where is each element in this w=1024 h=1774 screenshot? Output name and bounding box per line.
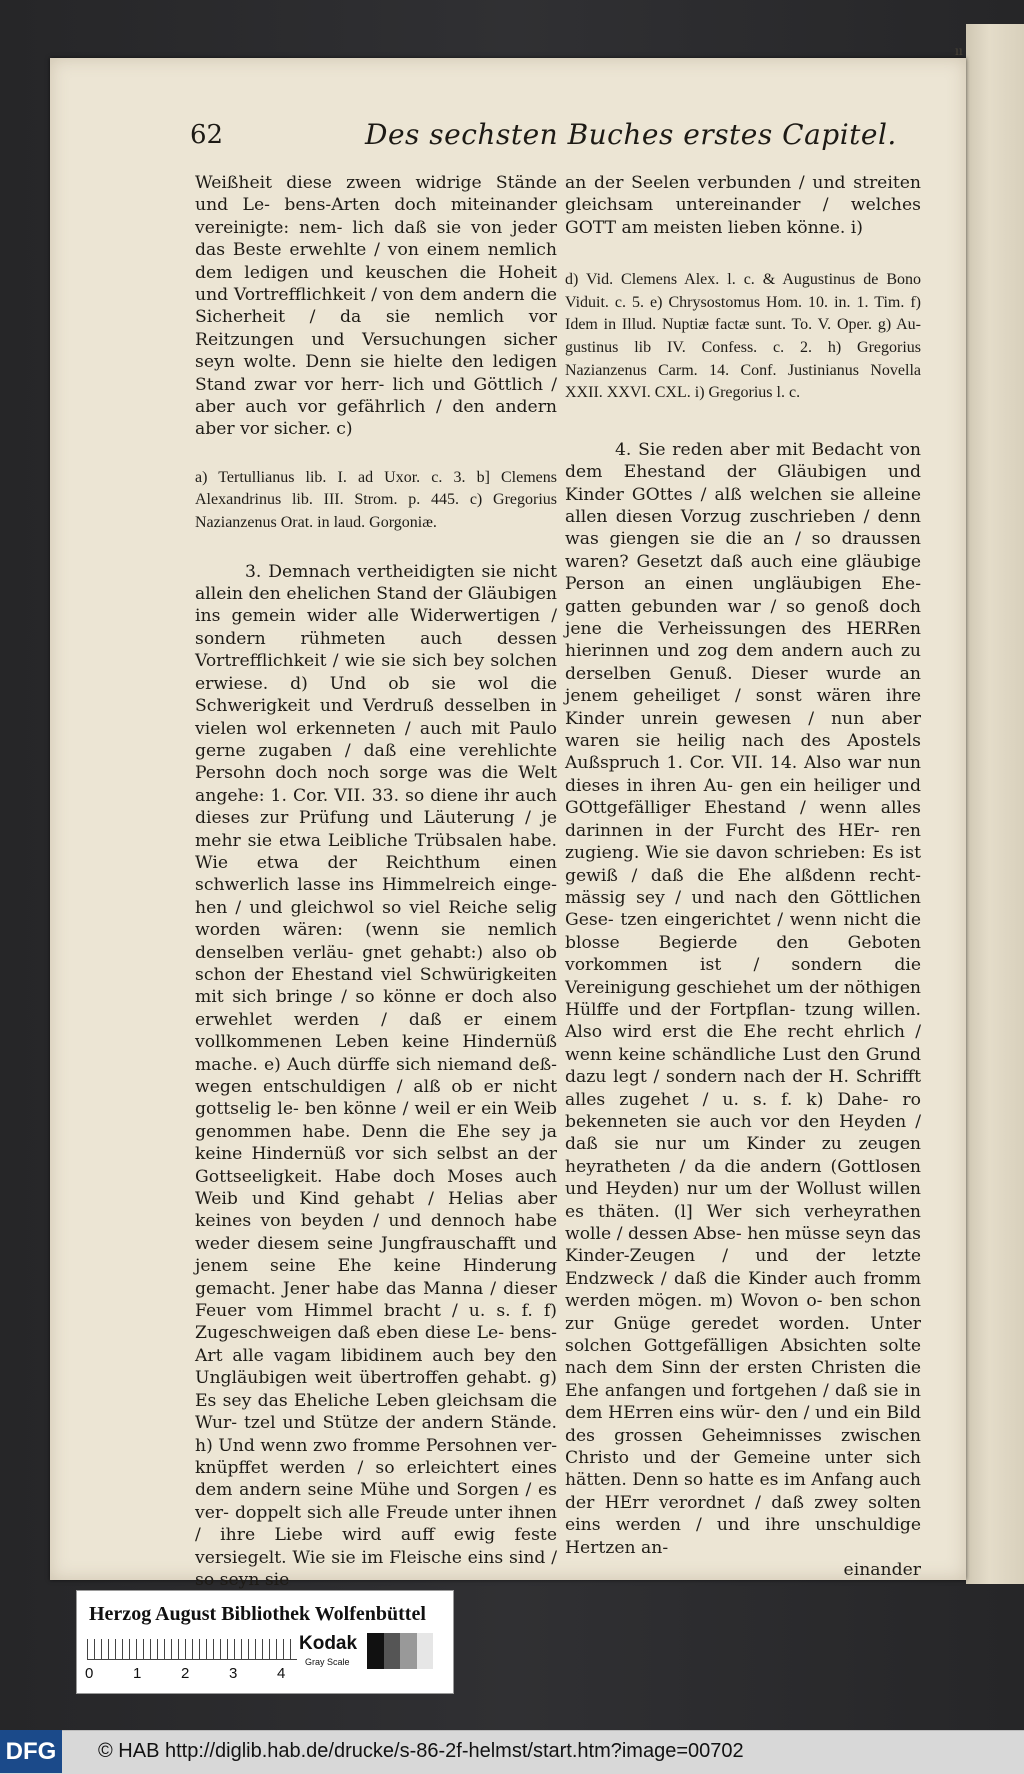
kodak-logo: Kodak bbox=[299, 1633, 358, 1654]
ruler-number: 2 bbox=[181, 1665, 190, 1682]
paragraph-2-continuation: Weißheit diese zween widrige Stände und Le- bens-Arten doch miteinander vereinigte: nem- lich daß sie von jeder das Beste erwehlte / von einem nemlich dem ledigen und keuschen die Hoheit und Vortrefflichkeit / von dem andern die Sicherheit / da sie nemlich vor Reitzungen und Versuchungen sicher seyn wolte. Denn sie hielte den ledigen Stand zwar vor herr- lich und Göttlich / aber auch vor gefährlich / den andern aber vor sicher. c) bbox=[195, 173, 557, 440]
paragraph-3-continuation: an der Seelen verbunden / und streiten gleichsam untereinander / welches GOTT am meisten lieben könne. i) bbox=[565, 173, 921, 238]
catchword: einander bbox=[843, 1560, 921, 1581]
gray-scale-patches bbox=[367, 1633, 433, 1669]
paragraph-4: 4. Sie reden aber mit Bedacht von dem Ehestand der Gläubigen und Kinder GOttes / alß welchen sie alleine allen diesen Vorzug zuschrieben / denn was giengen sie die an / so draussen waren? Gesetzt daß auch eine gläubige Person an einen ungläubigen Ehe- gatten gebunden war / so genoß doch jene die Verheissungen des HERRen hierinnen und zog dem andern auch zu derselben Genuß. Dieser wurde an jenem geheiliget / sonst wären ihre Kinder unrein gewesen / nun aber waren sie heilig nach des Apostels Außspruch 1. Cor. VII. 14. Also war nun dieses in ihren Au- gen ein heiliger und GOttgefälliger Ehestand / wenn alles darinnen in der Furcht des HEr- ren zugieng. Wie sie davon schrieben: Es ist gewiß / daß die Ehe alßdenn recht- mässig sey / und nach den Göttlichen Gese- tzen eingerichtet / wenn nicht die blosse Begierde den Geboten vorkommen ist / sondern die Vereinigung geschiehet um der nöthigen Hülffe und der Fortpflan- tzung willen. Also wird erst die Ehe recht ehrlich / wenn keine schändliche Lust den Grund dazu legt / sondern nach der H. Schrifft alles zugehet / u. s. f. k) Dahe- ro bekenneten sie auch vor den Heyden / daß sie nur um Kinder zu zeugen heyratheten / da die andern (Gottlosen und Heyden) nur um der Wollust willen es thäten. (l] Wer sich verheyrathen wolle / dessen Abse- hen müsse seyn das Kinder-Zeugen / und der letzte Endzweck / daß die Kinder auch fromm werden mögen. m) Wovon o- ben schon zur Gnüge geredet worden. Unter solchen Gottgefälligen Absichten solte nach dem Sinn der ersten Christen die Ehe anfangen und fortgehen / daß sie in dem HErren eins wür- den / und ein Bild des grossen Geheimnisses zwischen Christo und der Gemeine unter sich hätten. Denn so hatte es im Anfang auch der HErr verordnet / daß zwey solten eins werden / und ihre unschuldige Hertzen an- bbox=[565, 439, 921, 1558]
margin-mark: ıı bbox=[955, 44, 963, 58]
page-number: 62 bbox=[190, 120, 224, 150]
paragraph-3: 3. Demnach vertheidigten sie nicht allein den ehelichen Stand der Gläubigen ins gemein wider alle Widerwertigen / sondern rühmeten auch dessen Vortrefflichkeit / wie sie sich bey solchen erwiese. d) Und ob sie wol die Schwerigkeit und Verdruß desselben in vielen wol erkenneten / auch mit Paulo gerne zugaben / daß eine verehlichte Persohn doch noch sorge was die Welt angehe: 1. Cor. VII. 33. so diene ihr auch dieses zur Prüfung und Läuterung / je mehr sie etwa Leibliche Trübsalen habe. Wie etwa der Reichthum einen schwerlich lasse ins Himmelreich einge- hen / und gleichwol so viel Reiche selig worden wären: (wenn sie nemlich denselben verläu- gnet gehabt:) also ob schon der Ehestand viel Schwürigkeiten mit sich bringe / so könne er doch also erwehlet werden / daß er einem vollkommenen Leben keine Hindernüß mache. e) Auch dürffe sich niemand deß- wegen entschuldigen / alß ob er nicht gottselig le- ben könne / weil er ein Weib genommen habe. Denn die Ehe sey ja keine Hindernüß vor sich selbst an der Gottseeligkeit. Habe doch Moses auch Weib und Kind gehabt / Helias aber keines von beyden / und dennoch habe weder diesem seine Jungfrauschafft und jenem seine Ehe keine Hinderung gemacht. Jener habe das Manna / dieser Feuer vom Himmel bracht / u. s. f. f) Zugeschweigen daß eben diese Le- bens-Art alle vagam libidinem auch bey den Ungläubigen weit übertroffen gehabt. g) Es sey das Eheliche Leben gleichsam die Wur- tzel und Stütze der andern Stände. h) Und wenn zwo fromme Persohnen ver- knüpffet werden / so erleichtert eines dem andern seine Mühe und Sorgen / es ver- doppelt sich alle Freude unter ihnen / ihre Liebe wird auff ewig feste versiegelt. Wie sie im Fleische eins sind / so seyn sie bbox=[195, 561, 557, 1590]
right-column bbox=[565, 172, 921, 1582]
ruler-number: 0 bbox=[85, 1665, 94, 1682]
gray-scale-caption: Gray Scale bbox=[305, 1657, 350, 1667]
footnotes-a-c: a) Tertullianus lib. I. ad Uxor. c. 3. b] Clemens Alexandrinus lib. III. Strom. p. 445. c) Gregorius Nazianzenus Orat. in laud. Gorgoniæ. bbox=[195, 468, 557, 532]
ruler-number: 3 bbox=[229, 1665, 238, 1682]
scale-ruler bbox=[87, 1639, 297, 1660]
left-column bbox=[195, 172, 557, 1591]
library-color-target bbox=[76, 1590, 454, 1694]
footnotes-d-i: d) Vid. Clemens Alex. l. c. & Augustinus de Bono Viduit. c. 5. e) Chrysostomus Hom. 10. in. 1. Tim. f) Idem in Illud. Nuptiæ factæ sunt. To. V. Oper. g) Au- gustinus lib IV. Confess. c. 2. h) Gregorius Nazianzenus Carm. 14. Conf. Justinianus Novella XXII. XXVI. CXL. i) Gregorius l. c. bbox=[565, 271, 921, 402]
copyright-link[interactable]: © HAB http://diglib.hab.de/drucke/s-86-2f-helmst/start.htm?image=00702 bbox=[98, 1740, 744, 1762]
next-page-edge bbox=[966, 24, 1024, 1584]
running-title: Des sechsten Buches erstes Capitel. bbox=[365, 118, 897, 151]
ruler-number: 4 bbox=[277, 1665, 286, 1682]
dfg-logo[interactable]: DFG bbox=[0, 1730, 62, 1773]
library-name: Herzog August Bibliothek Wolfenbüttel bbox=[89, 1603, 426, 1625]
ruler-number: 1 bbox=[133, 1665, 142, 1682]
page-header bbox=[190, 120, 930, 160]
